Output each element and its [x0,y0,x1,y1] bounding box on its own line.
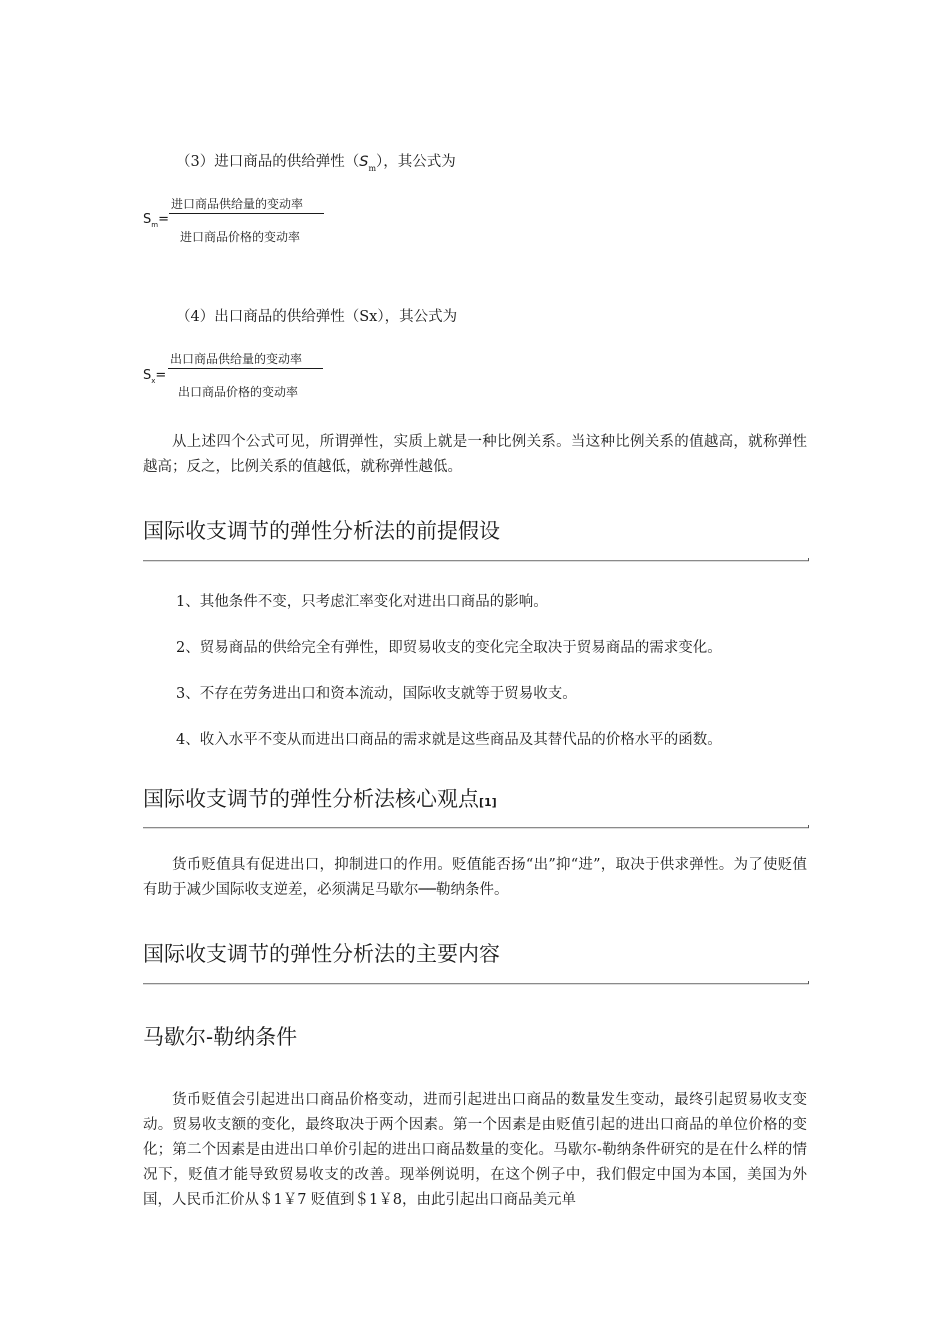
reference-link[interactable]: [1] [479,796,497,809]
section-divider [143,827,809,828]
formula-lhs: $S_x=$ [143,368,167,385]
summary-paragraph: 从上述四个公式可见，所谓弹性，实质上就是一种比例关系。当这种比例关系的值越高，就称弹性越高；反之，比例关系的值越低，就称弹性越低。 [143,434,807,475]
assumption-item: 2、贸易商品的供给完全有弹性，即贸易收支的变化完全取决于贸易商品的需求变化。 [176,640,722,656]
marshall-lerner-paragraph: 货币贬值会引起进出口商品价格变动，进而引起进出口商品的数量发生变动，最终引起贸易收支变动。贸易收支额的变化，最终取决于两个因素。第一个因素是由贬值引起的进出口商品的单位价格的变化；第二个因素是由进出口单价引起的进出口商品数量的变化。马歇尔-勒纳条件研究的是在什么样的情况下，贬值才能导致贸易收支的改善。现举例说明，在这个例子中，我们假定中国为本国，美国为外国，人民币汇价从＄1￥7 贬值到＄1￥8，由此引起出口商品美元单 [143,1092,807,1208]
formula-sm [143,195,343,249]
formula-sx [143,350,343,404]
section-4-label: （4）出口商品的供给弹性（Sx），其公式为 [176,309,458,325]
formula-numerator: 进口商品供给量的变动率 [171,197,304,211]
fraction-bar [168,368,323,369]
formula-lhs: $S_m=$ [143,212,169,229]
core-paragraph: 货币贬值具有促进出口，抑制进口的作用。贬值能否扬“出”抑“进”，取决于供求弹性。为了使贬值有助于减少国际收支逆差，必须满足马歇尔──勒纳条件。 [143,857,807,898]
heading-main-content: 国际收支调节的弹性分析法的主要内容 [143,942,500,966]
section-divider [143,560,809,561]
heading-core-view: 国际收支调节的弹性分析法核心观点[1] [143,787,497,811]
fraction-bar [169,213,324,214]
formula-denominator: 进口商品价格的变动率 [180,230,301,244]
section-3-label: （3）进口商品的供给弹性$(S_m)$，其公式为 [176,154,456,173]
assumption-item: 1、其他条件不变，只考虑汇率变化对进出口商品的影响。 [176,594,548,610]
symbol-s: S [359,154,369,170]
formula-denominator: 出口商品价格的变动率 [178,385,299,399]
heading-assumptions: 国际收支调节的弹性分析法的前提假设 [143,519,500,543]
assumption-item: 4、收入水平不变从而进出口商品的需求就是这些商品及其替代品的价格水平的函数。 [176,732,722,748]
section-divider [143,983,809,984]
assumption-item: 3、不存在劳务进出口和资本流动，国际收支就等于贸易收支。 [176,686,577,702]
formula-numerator: 出口商品供给量的变动率 [170,352,303,366]
symbol-subscript: m [368,164,377,173]
heading-marshall-lerner: 马歇尔-勒纳条件 [143,1025,298,1049]
